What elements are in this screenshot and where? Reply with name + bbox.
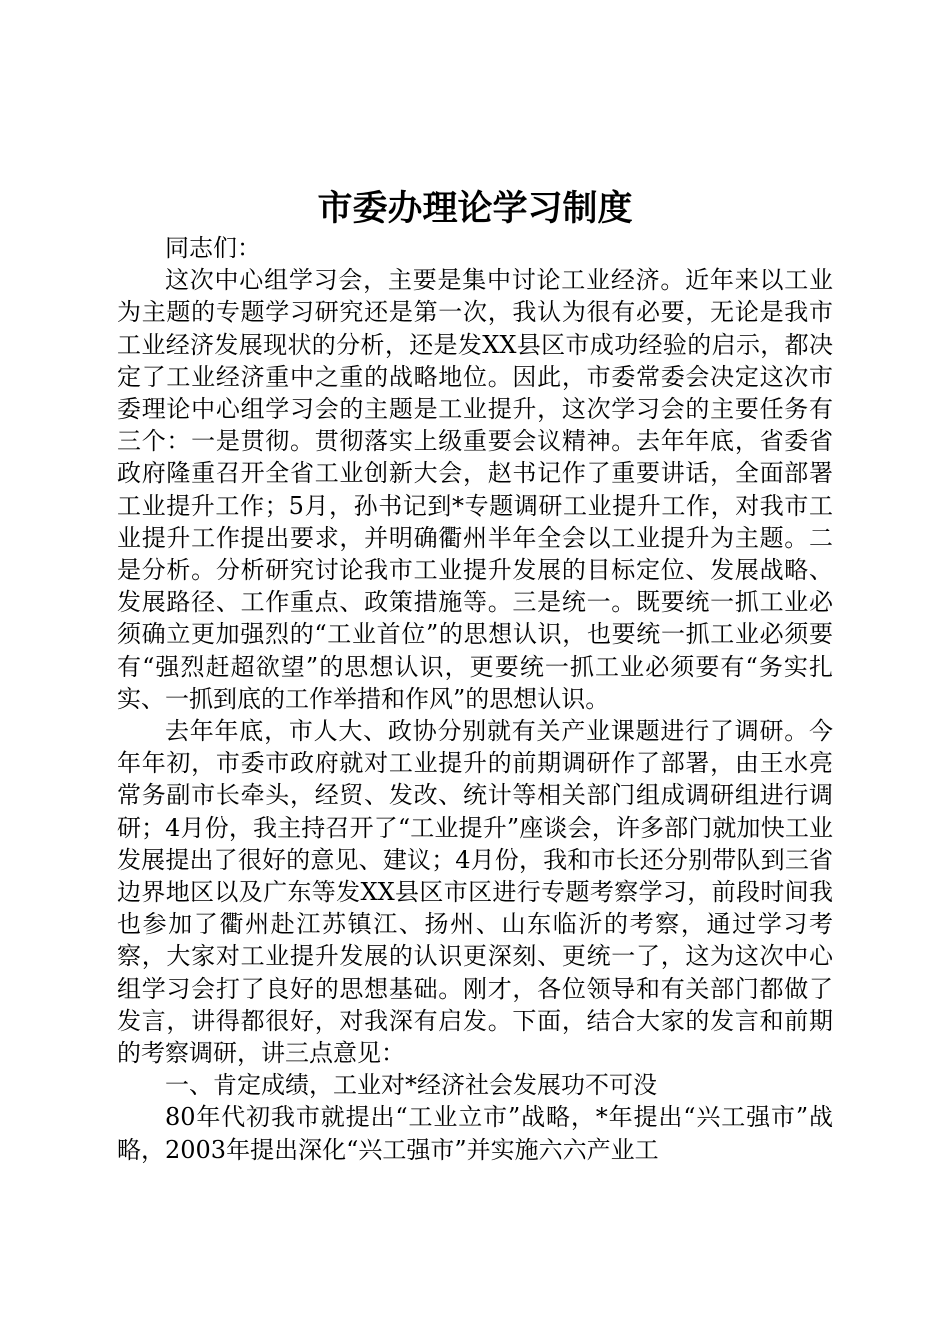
document-body — [117, 232, 833, 1166]
section-heading-1: 一、肯定成绩，工业对*经济社会发展功不可没 — [165, 1071, 657, 1100]
paragraph-2: 去年年底，市人大、政协分别就有关产业课题进行了调研。今年年初，市委市政府就对工业提升的前期调研作了部署，由王水亮常务副市长牵头，经贸、发改、统计等相关部门组成调研组进行调研；4月份，我主持召开了“工业提升”座谈会，许多部门就加快工业发展提出了很好的意见、建议；4月份，我和市长还分别带队到三省边界地区以及广东等发XX县区市区进行专题考察学习，前段时间我也参加了衢州赴江苏镇江、扬州、山东临沂的考察，通过学习考察，大家对工业提升发展的认识更深刻、更统一了，这为这次中心组学习会打了良好的思想基础。刚才，各位领导和有关部门都做了发言，讲得都很好，对我深有启发。下面，结合大家的发言和前期的考察调研，讲三点意见： — [117, 717, 833, 1068]
document-title: 市委办理论学习制度 — [317, 188, 633, 229]
salutation: 同志们： — [165, 234, 261, 262]
paragraph-3: 80年代初我市就提出“工业立市”战略，*年提出“兴工强市”战略，2003年提出深化“兴工强市”并实施六六产业工 — [117, 1103, 833, 1164]
paragraph-1: 这次中心组学习会，主要是集中讨论工业经济。近年来以工业为主题的专题学习研究还是第一次，我认为很有必要，无论是我市工业经济发展现状的分析，还是发XX县区市成功经验的启示，都决定了工业经济重中之重的战略地位。因此，市委常委会决定这次市委理论中心组学习会的主题是工业提升，这次学习会的主要任务有三个：一是贯彻。贯彻落实上级重要会议精神。去年年底，省委省政府隆重召开全省工业创新大会，赵书记作了重要讲话，全面部署工业提升工作；5月，孙书记到*专题调研工业提升工作，对我市工业提升工作提出要求，并明确衢州半年全会以工业提升为主题。二是分析。分析研究讨论我市工业提升发展的目标定位、发展战略、发展路径、工作重点、政策措施等。三是统一。既要统一抓工业必须确立更加强烈的“工业首位”的思想认识，也要统一抓工业必须要有“强烈赶超欲望”的思想认识，更要统一抓工业必须要有“务实扎实、一抓到底的工作举措和作风”的思想认识。 — [117, 266, 833, 713]
